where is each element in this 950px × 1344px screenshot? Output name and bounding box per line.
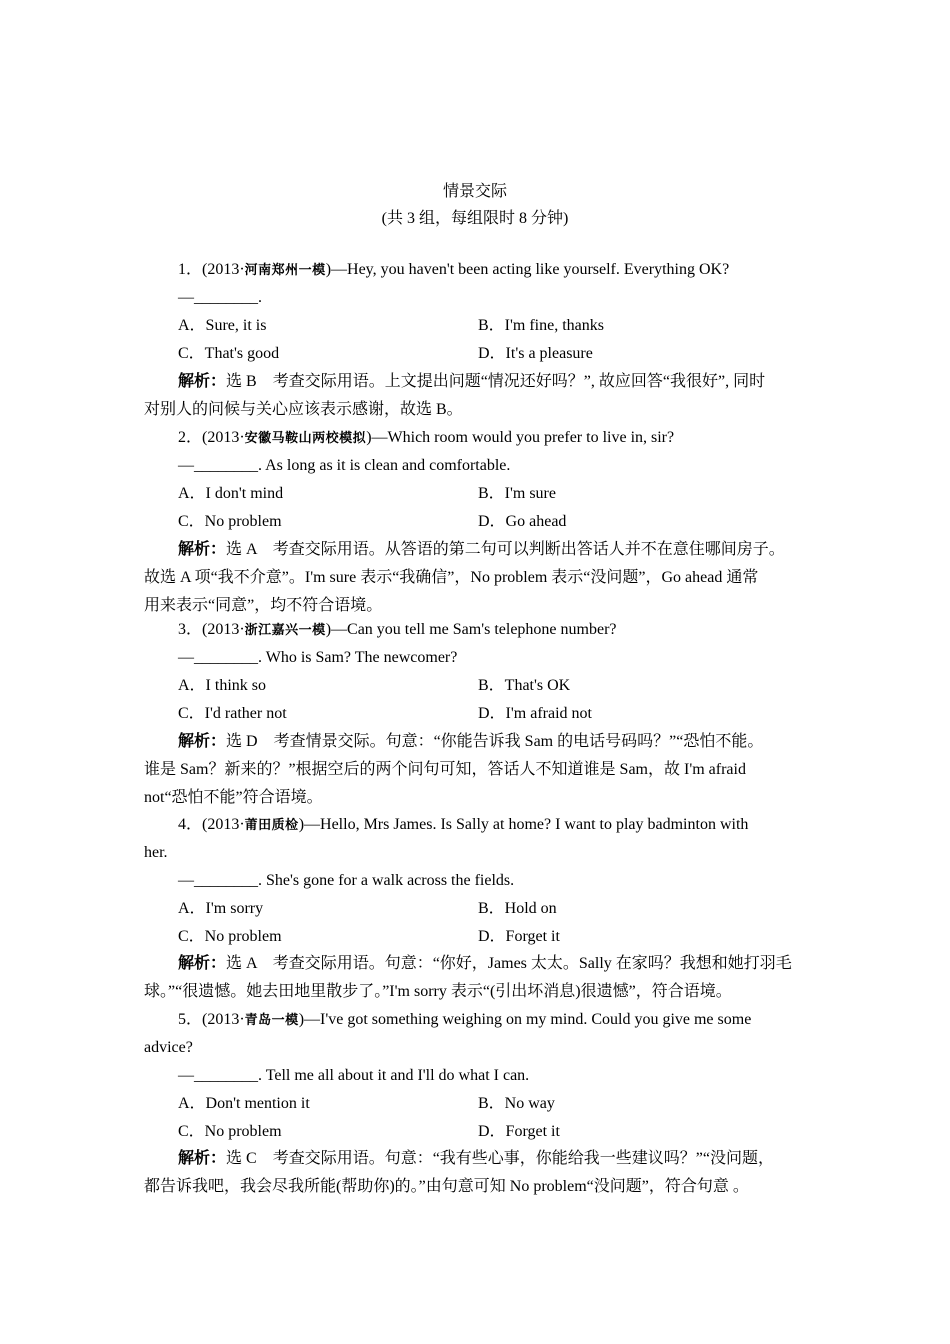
question-source: 莆田质检 [244,817,299,832]
option-b: B．I'm sure [478,485,556,502]
analysis-text: 选 A 考查交际用语。句意：“你好，James 太太。Sally 在家吗？我想和她打羽毛 [226,955,792,972]
option-b: B．Hold on [478,900,557,917]
option-b: B．I'm fine, thanks [478,317,604,334]
analysis-label: 解析： [178,373,227,390]
option-a: A．Don't mention it [178,1095,310,1112]
option-c: C．No problem [178,1123,282,1140]
analysis-line: 用来表示“同意”，均不符合语境。 [144,597,383,614]
question-prompt: )—Hey, you haven't been acting like yourself. Everything OK? [325,261,730,278]
analysis-label: 解析： [178,955,227,972]
analysis-line: 球。”“很遗憾。她去田地里散步了。”I'm sorry 表示“(引出坏消息)很遗憾”，符合语境。 [144,983,732,1000]
option-d: D．It's a pleasure [478,345,593,362]
question-response: —________. She's gone for a walk across the fields. [178,872,515,889]
question-number: 5．(2013· [178,1011,245,1028]
analysis-line [178,954,792,974]
question-source: 浙江嘉兴一模 [244,622,326,637]
question-source: 青岛一模 [244,1012,299,1027]
page-title: 情景交际 [442,183,507,200]
analysis-line: 都告诉我吧，我会尽我所能(帮助你)的。”由句意可知 No problem“没问题”，符合句意 。 [144,1178,749,1195]
question-number: 2．(2013· [178,429,245,446]
question-prompt-cont: her. [144,844,168,861]
analysis-line: 对别人的问候与关心应该表示感谢，故选 B。 [144,401,463,418]
option-b: B．That's OK [478,677,571,694]
question-prompt-cont: advice? [144,1039,193,1056]
question-stem [178,428,674,448]
analysis-line [178,540,785,560]
analysis-line: not“恐怕不能”符合语境。 [144,789,323,806]
page-subtitle: (共 3 组，每组限时 8 分钟) [381,210,569,227]
analysis-label: 解析： [178,1150,227,1167]
question-source: 河南郑州一模 [244,262,326,277]
question-prompt: )—Which room would you prefer to live in, sir? [366,429,675,446]
option-b: B．No way [478,1095,555,1112]
question-stem [178,815,748,835]
analysis-line: 故选 A 项“我不介意”。I'm sure 表示“我确信”，No problem 表示“没问题”，Go ahead 通常 [144,569,759,586]
analysis-line [178,372,765,392]
analysis-label: 解析： [178,541,227,558]
analysis-line [178,1149,774,1169]
question-stem [178,260,729,280]
question-response: —________. [178,289,262,306]
option-d: D．Forget it [478,1123,560,1140]
question-stem [178,1010,751,1030]
question-stem [178,620,617,640]
question-prompt: )—Can you tell me Sam's telephone number? [325,621,617,638]
option-d: D．Go ahead [478,513,567,530]
option-a: A．Sure, it is [178,317,267,334]
question-number: 4．(2013· [178,816,245,833]
analysis-text: 选 C 考查交际用语。句意：“我有些心事，你能给我一些建议吗？”“没问题， [226,1150,774,1167]
question-source: 安徽马鞍山两校模拟 [244,430,367,445]
question-response: —________. As long as it is clean and comfortable. [178,457,511,474]
question-number: 3．(2013· [178,621,245,638]
option-a: A．I think so [178,677,267,694]
option-a: A．I'm sorry [178,900,264,917]
question-response: —________. Tell me all about it and I'll do what I can. [178,1067,530,1084]
analysis-text: 选 A 考查交际用语。从答语的第二句可以判断出答话人并不在意住哪间房子。 [226,541,785,558]
analysis-label: 解析： [178,733,227,750]
analysis-line: 谁是 Sam？新来的？”根据空后的两个问句可知，答话人不知道谁是 Sam，故 I'm afraid [144,761,746,778]
question-number: 1．(2013· [178,261,245,278]
option-c: C．No problem [178,513,282,530]
question-prompt: )—I've got something weighing on my mind. Could you give me some [298,1011,752,1028]
question-prompt: )—Hello, Mrs James. Is Sally at home? I want to play badminton with [298,816,749,833]
analysis-line [178,732,763,752]
option-d: D．Forget it [478,928,560,945]
option-d: D．I'm afraid not [478,705,592,722]
option-c: C．I'd rather not [178,705,287,722]
analysis-text: 选 B 考查交际用语。上文提出问题“情况还好吗？”, 故应回答“我很好”, 同时 [226,373,766,390]
option-c: C．That's good [178,345,280,362]
option-c: C．No problem [178,928,282,945]
option-a: A．I don't mind [178,485,284,502]
analysis-text: 选 D 考查情景交际。句意：“你能告诉我 Sam 的电话号码吗？”“恐怕不能。 [226,733,764,750]
question-response: —________. Who is Sam? The newcomer? [178,649,458,666]
